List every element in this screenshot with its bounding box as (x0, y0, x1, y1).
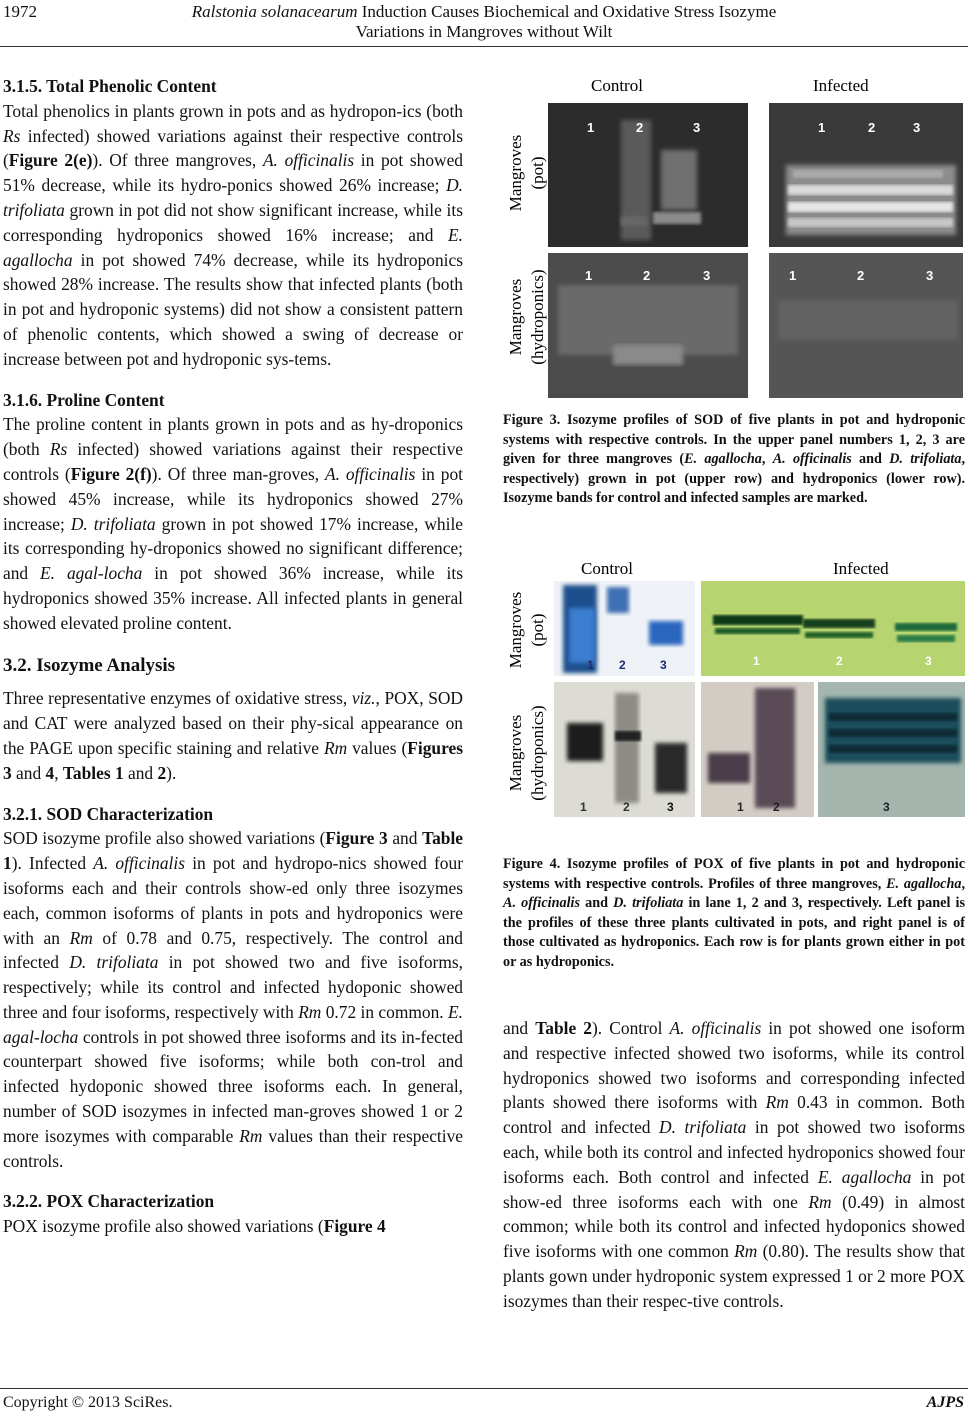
inline-emphasis: Rs (3, 125, 21, 146)
inline-emphasis: Rm (239, 1125, 263, 1146)
inline-emphasis: 2 (157, 762, 167, 783)
inline-emphasis: D. trifoliata (3, 175, 463, 220)
fig4-row-pot-line1: Mangroves (506, 591, 525, 669)
fig4-lane-2b: 2 (836, 654, 843, 668)
figure-4 (503, 553, 965, 823)
fig4-lane-3b: 3 (925, 654, 932, 668)
running-title-italic: Ralstonia solanacearum (191, 2, 358, 21)
fig4-lane-3c: 3 (667, 800, 674, 814)
inline-emphasis: Table 1 (3, 828, 463, 874)
inline-emphasis: E. agallocha (886, 875, 962, 892)
fig4-row-hydro-line1: Mangroves (506, 714, 525, 792)
fig3-lane-1: 1 (587, 120, 595, 135)
fig3-gel-infected-pot (769, 103, 963, 247)
section-heading-isozyme: 3.2. Isozyme Analysis (3, 654, 176, 676)
fig3-lane-3b: 3 (913, 120, 921, 135)
fig4-lane-1: 1 (587, 658, 594, 672)
copyright: Copyright © 2013 SciRes. (3, 1394, 173, 1411)
running-title-line1: Induction Causes Biochemical and Oxidative Stress Isozyme (357, 2, 777, 21)
figure-3 (503, 70, 965, 405)
page-footer (0, 1388, 968, 1414)
inline-emphasis: Figure 4 (323, 1216, 386, 1237)
fig3-lane-3d: 3 (926, 268, 934, 283)
section-heading-proline: 3.1.6. Proline Content (3, 389, 165, 410)
fig3-gel-control-pot (548, 103, 748, 247)
fig4-lane-3: 3 (660, 658, 667, 672)
fig4-row-hydro-line2: (hydroponics) (528, 705, 547, 801)
inline-emphasis: Rm (323, 737, 348, 758)
paragraph-pox-start: POX isozyme profile also showed variations (Figure 4 (3, 1216, 386, 1237)
inline-emphasis: D. trifoliata (70, 513, 156, 534)
inline-emphasis: E. agal-locha (3, 1001, 463, 1047)
paragraph-phenolic: Total phenolics in plants grown in pots and as hydropon-ics (both Rs infected) showed variations against their respective controls (Figure 2(e)). Of three mangroves, A. officinalis in pot showed 51% decrease, while its hydro-ponics showed 26% increase; D. trifoliata grown in pot did not show significant increase, while its corresponding hydroponics showed 16% increase; and E. agallocha in pot showed 74% decrease, while its hydroponics showed 28% increase. The results show that infected plants (both in pot and hydroponic systems) did not show a consistent pattern of phenolic contents, which showed a swing of decrease or increase between pot and hydroponic sys-tems. (3, 100, 463, 369)
inline-emphasis: Figure 2(e) (8, 150, 93, 171)
fig3-lane-2c: 2 (643, 268, 651, 283)
inline-emphasis: E. agallocha (3, 224, 463, 270)
fig4-lane-2c: 2 (623, 800, 630, 814)
inline-emphasis: Rm (298, 1001, 322, 1022)
fig4-gel-control-hydro (554, 682, 695, 817)
fig4-gel-infected-hydro-a (701, 682, 814, 817)
fig4-lane-1c: 1 (580, 800, 587, 814)
inline-emphasis: A. officinalis (669, 1018, 762, 1038)
fig3-lane-3c: 3 (703, 268, 711, 283)
inline-emphasis: Rs (49, 439, 68, 460)
fig4-gel-infected-hydro-b (818, 682, 965, 817)
right-column-text (503, 1016, 965, 1314)
fig3-infected-label: Infected (813, 76, 869, 95)
fig4-lane-3d: 3 (883, 800, 890, 814)
running-title-line2: Variations in Mangroves without Wilt (355, 22, 613, 41)
journal-name: AJPS (926, 1394, 964, 1411)
inline-emphasis: A. officinalis (324, 463, 416, 484)
header-rule (0, 46, 968, 47)
fig3-row-pot-line2: (pot) (528, 156, 547, 190)
fig4-infected-label: Infected (833, 559, 889, 578)
section-heading-pox: 3.2.2. POX Characterization (3, 1191, 215, 1212)
fig3-gel-infected-hydro (769, 253, 963, 398)
section-heading-phenolic: 3.1.5. Total Phenolic Content (3, 76, 217, 96)
inline-emphasis: Tables 1 (62, 762, 124, 783)
inline-emphasis: E. agallocha (684, 451, 762, 467)
fig3-row-pot-line1: Mangroves (506, 134, 525, 212)
inline-emphasis: Figure 3 (325, 828, 388, 849)
fig3-row-hydro-line1: Mangroves (506, 278, 525, 356)
inline-emphasis: Table 2 (535, 1018, 592, 1038)
inline-emphasis: E. agal-locha (40, 563, 143, 584)
inline-emphasis: viz. (351, 688, 376, 709)
fig3-row-hydro-line2: (hydroponics) (528, 269, 547, 365)
figure-3-caption: Figure 3. Isozyme profiles of SOD of five plants in pot and hydroponic systems with respective controls. In the upper panel numbers 1, 2, 3 are given for three mangroves (E. agallocha, A. officinalis and D. trifoliata, respectively) grown in pot (upper row) and hydroponics (lower row). Isozyme bands for control and infected samples are marked. (503, 412, 966, 506)
fig3-lane-2b: 2 (868, 120, 876, 135)
inline-emphasis: E. agallocha (817, 1166, 912, 1187)
inline-emphasis: Rm (734, 1241, 758, 1262)
inline-emphasis: A. officinalis (503, 895, 581, 911)
footer-rule (0, 1388, 968, 1389)
fig4-control-label: Control (581, 559, 633, 578)
fig3-lane-1d: 1 (789, 268, 797, 283)
page-number: 1972 (3, 2, 37, 21)
inline-emphasis: Rm (69, 927, 93, 948)
fig4-lane-1b: 1 (753, 654, 760, 668)
left-column (3, 74, 463, 1239)
inline-emphasis: Rm (765, 1092, 789, 1113)
figure-4-caption: Figure 4. Isozyme profiles of POX of five plants in pot and hydroponic systems with respective controls. Profiles of three mangroves, E. agallocha, A. officinalis and D. trifoliata in lane 1, 2 and 3, respectively. Left panel is the profiles of these three plants cultivated in pots, and right panel is of those cultivated as hydroponics. Each row is for plants grown either in pot or as hydroponics. (503, 856, 966, 970)
inline-emphasis: A. officinalis (772, 451, 852, 467)
figure-3-image (503, 70, 965, 405)
page-header (0, 0, 968, 70)
fig3-lane-2: 2 (636, 120, 644, 135)
fig3-lane-1c: 1 (585, 268, 593, 283)
paragraph-proline: The proline content in plants grown in pots and as hy-droponics (both Rs infected) showed variations against their respective controls (Figure 2(f)). Of three man-groves, A. officinalis in pot showed 45% increase, while its hydroponics showed 27% increase; D. trifoliata grown in pot showed 17% increase, while its corresponding hy-droponics showed no significant difference; and E. agal-locha in pot showed 36% increase, while its hydroponics showed 35% increase. All infected plants in general showed elevated proline content. (3, 414, 463, 633)
running-title (0, 2, 968, 42)
fig4-lane-1d: 1 (737, 800, 744, 814)
inline-emphasis: Rm (808, 1191, 832, 1212)
fig4-lane-2: 2 (619, 658, 626, 672)
figure-4-image (503, 553, 965, 823)
paragraph-sod: SOD isozyme profile also showed variations (Figure 3 and Table 1). Infected A. officinalis in pot and hydropo-nics showed four isoforms each and their controls show-ed only three isozymes each, common isoforms of plants in pots and hydroponics were with an Rm of 0.78 and 0.75, respectively. The control and infected D. trifoliata in pot showed two and five isoforms, respectively; while its control and infected hydoponic showed three and four isoforms, respectively with Rm 0.72 in common. E. agal-locha controls in pot showed three isoforms and its in-fected counterpart showed five isoforms; while both con-trol and infected hydoponic showed three isoforms each. In general, number of SOD isozymes in infected man-groves showed 1 or 2 more isozymes with comparable Rm values than their respective controls. (3, 828, 464, 1171)
fig3-control-label: Control (591, 76, 643, 95)
paragraph-isozyme: Three representative enzymes of oxidative stress, viz., POX, SOD and CAT were analyzed based on their phy-sical appearance on the PAGE upon specific staining and relative Rm values (Figures 3 and 4, Tables 1 and 2). (3, 688, 463, 783)
fig3-lane-2d: 2 (857, 268, 865, 283)
fig3-lane-3: 3 (693, 120, 701, 135)
inline-emphasis: 4 (45, 762, 55, 783)
inline-emphasis: A. officinalis (262, 150, 355, 171)
inline-emphasis: D. trifoliata (613, 895, 684, 911)
inline-emphasis: Figures 3 (3, 737, 463, 783)
fig3-lane-1b: 1 (818, 120, 826, 135)
inline-emphasis: D. trifoliata (889, 451, 962, 467)
fig4-row-pot-line2: (pot) (528, 613, 547, 647)
inline-emphasis: A. officinalis (93, 853, 185, 874)
inline-emphasis: D. trifoliata (659, 1117, 747, 1138)
inline-emphasis: D. trifoliata (69, 952, 159, 973)
fig4-lane-2d: 2 (773, 800, 780, 814)
inline-emphasis: Figure 2(f) (70, 463, 152, 484)
section-heading-sod: 3.2.1. SOD Characterization (3, 803, 214, 824)
paragraph-pox-cont: and Table 2). Control A. officinalis in pot showed one isoform and respective infected showed two isoforms, while its control hydroponics showed two isoforms and corresponding infected plants showed there isoforms with Rm 0.43 in common. Both control and infected D. trifoliata in pot showed two isoforms each, while both its control and infected hydroponics showed four isoforms each. Both control and infected E. agallocha in pot show-ed three isoforms each with one Rm (0.49) in almost common; while both its control and infected hydoponics showed five isoforms with one common Rm (0.80). The results show that plants gown under hydroponic system expressed 1 or 2 more POX isozymes than their respec-tive controls. (503, 1018, 965, 1311)
